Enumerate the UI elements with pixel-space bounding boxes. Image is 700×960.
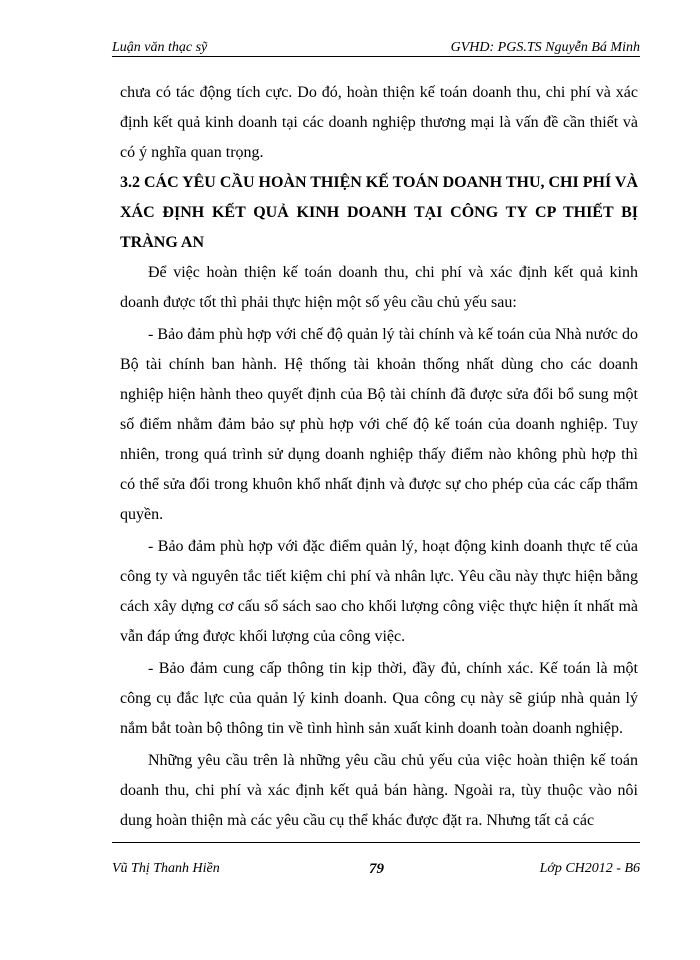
requirement-item-1: - Bảo đảm phù hợp với chế độ quản lý tài chính và kế toán của Nhà nước do Bộ tài chính ban hành. Hệ thống tài khoản thống nhất dùng cho các doanh nghiệp hiện hành theo quyết định của Bộ tài chính đã được sửa đổi bổ sung một số điểm nhằm đảm bảo sự phù hợp với chế độ kế toán của doanh nghiệp. Tuy nhiên, trong quá trình sử dụng doanh nghiệp thấy điểm nào không phù hợp thì có thể sửa đổi trong khuôn khổ nhất định và được sự cho phép của các cấp thẩm quyền. [120,326,638,523]
page-header [112,38,640,57]
footer-class: Lớp CH2012 - B6 [539,861,640,876]
requirement-item-2: - Bảo đảm phù hợp với đặc điểm quản lý, hoạt động kinh doanh thực tế của công ty và nguyên tắc tiết kiệm chi phí và nhân lực. Yêu cầu này thực hiện bằng cách xây dựng cơ cấu sổ sách sao cho khối lượng công việc thực hiện ít nhất mà vẫn đáp ứng được khối lượng của công việc. [120,538,638,645]
page-content [120,78,638,836]
page-number: 79 [369,861,384,877]
paragraph-summary: Những yêu cầu trên là những yêu cầu chủ yếu của việc hoàn thiện kế toán doanh thu, chi phí và xác định kết quả bán hàng. Ngoài ra, tùy thuộc vào nôi dung hoàn thiện mà các yêu cầu cụ thể khác được đặt ra. Nhưng tất cả các [120,752,638,829]
requirement-item-3: - Bảo đảm cung cấp thông tin kịp thời, đầy đủ, chính xác. Kế toán là một công cụ đắc lực của quản lý kinh doanh. Qua công cụ này sẽ giúp nhà quản lý nắm bắt toàn bộ thông tin về tình hình sản xuất kinh doanh toàn doanh nghiệp. [120,660,638,737]
header-advisor: GVHD: PGS.TS Nguyễn Bá Minh [450,40,640,55]
paragraph-continuation: chưa có tác động tích cực. Do đó, hoàn thiện kế toán doanh thu, chi phí và xác định kết quả kinh doanh tại các doanh nghiệp thương mại là vấn đề cần thiết và có ý nghĩa quan trọng. [120,84,638,161]
paragraph-intro: Để việc hoàn thiện kế toán doanh thu, chi phí và xác định kết quả kinh doanh được tốt thì phải thực hiện một số yêu cầu chủ yếu sau: [120,264,638,311]
page-footer [112,842,640,879]
section-heading: 3.2 CÁC YÊU CẦU HOÀN THIỆN KẾ TOÁN DOANH THU, CHI PHÍ VÀ XÁC ĐỊNH KẾT QUẢ KINH DOANH TẠI CÔNG TY CP THIẾT BỊ TRÀNG AN [120,174,638,251]
footer-author: Vũ Thị Thanh Hiền [112,861,220,876]
header-thesis-type: Luận văn thạc sỹ [112,40,208,55]
